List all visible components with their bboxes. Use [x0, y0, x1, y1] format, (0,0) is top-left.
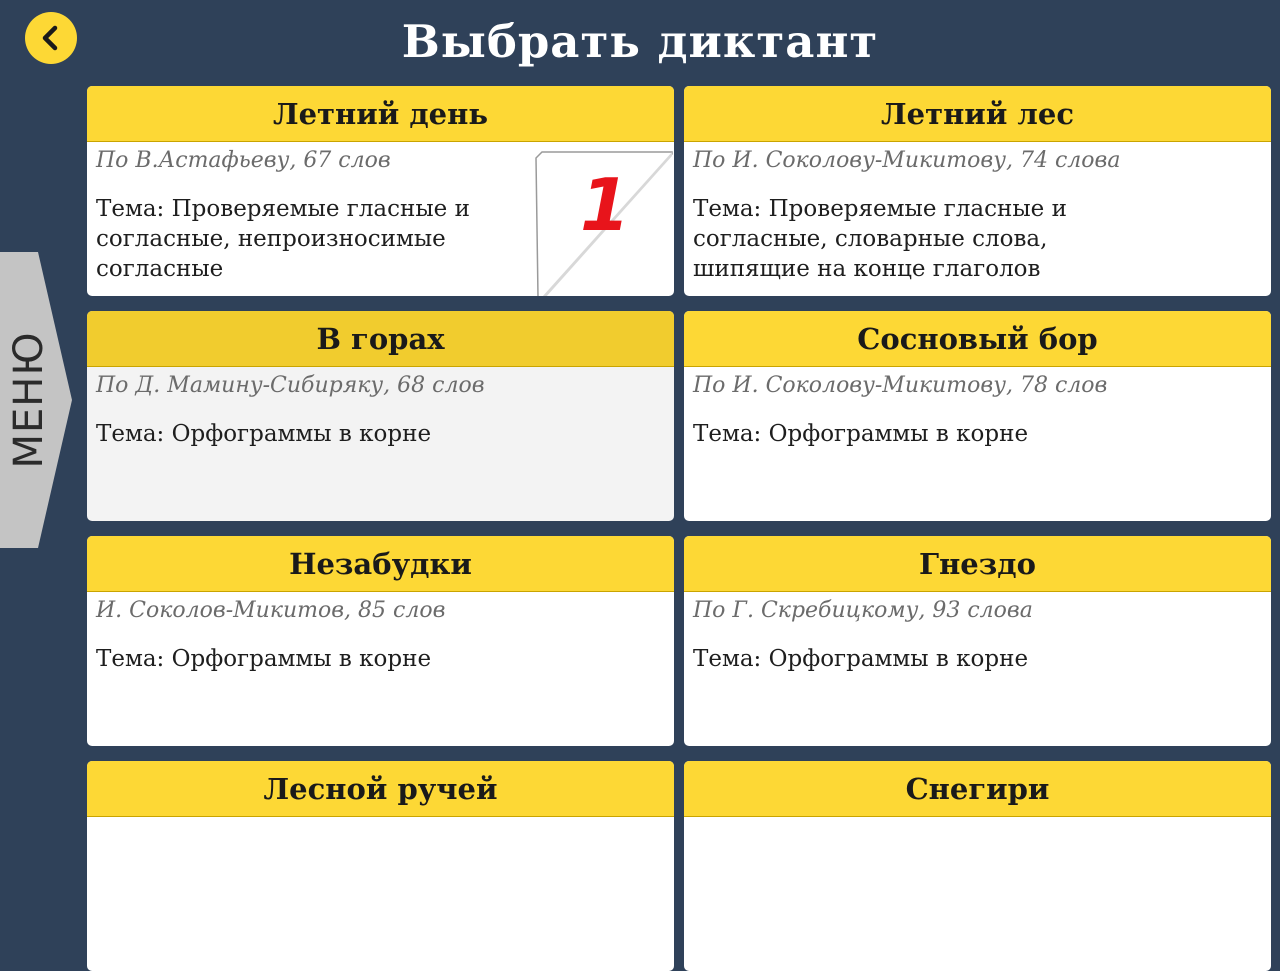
page-title: Выбрать диктант: [401, 15, 879, 68]
card-author: И. Соколов-Микитов, 85 слов: [96, 598, 446, 623]
card-title: Летний день: [87, 86, 674, 142]
card-title: Незабудки: [87, 536, 674, 592]
dictation-card-v-gorakh[interactable]: [87, 311, 674, 521]
card-topic: Тема: Орфограммы в корне: [693, 646, 1029, 672]
card-title: Лесной ручей: [87, 761, 674, 817]
dictation-card-gnezdo[interactable]: [684, 536, 1271, 746]
card-topic: Тема: Орфограммы в корне: [693, 421, 1029, 447]
card-title: Сосновый бор: [684, 311, 1271, 367]
card-topic: Тема: Орфограммы в корне: [96, 646, 432, 672]
dictation-card-snegiri[interactable]: [684, 761, 1271, 971]
dictation-card-lesnoy-ruchey[interactable]: [87, 761, 674, 971]
card-title: Летний лес: [684, 86, 1271, 142]
dictation-card-sosnovy-bor[interactable]: [684, 311, 1271, 521]
card-author: По Д. Мамину-Сибиряку, 68 слов: [96, 373, 485, 398]
card-topic: Тема: Орфограммы в корне: [96, 421, 432, 447]
card-author: По В.Астафьеву, 67 слов: [96, 148, 391, 173]
menu-label: МЕНЮ: [6, 331, 52, 469]
card-author: По И. Соколову-Микитову, 74 слова: [693, 148, 1121, 173]
dictation-card-nezabudki[interactable]: [87, 536, 674, 746]
completed-badge: [534, 146, 674, 296]
card-author: По Г. Скребицкому, 93 слова: [693, 598, 1033, 623]
card-author: По И. Соколову-Микитову, 78 слов: [693, 373, 1108, 398]
badge-number: 1: [580, 163, 631, 247]
dictation-card-letniy-les[interactable]: [684, 86, 1271, 296]
card-title: Снегири: [684, 761, 1271, 817]
card-topic: Тема: Проверяемые гласные и согласные, непроизносимые согласные: [96, 196, 470, 282]
card-title: Гнездо: [684, 536, 1271, 592]
dictation-card-letniy-den[interactable]: [87, 86, 674, 296]
card-title: В горах: [87, 311, 674, 367]
card-topic: Тема: Проверяемые гласные и согласные, словарные слова, шипящие на конце глаголов: [693, 196, 1067, 282]
